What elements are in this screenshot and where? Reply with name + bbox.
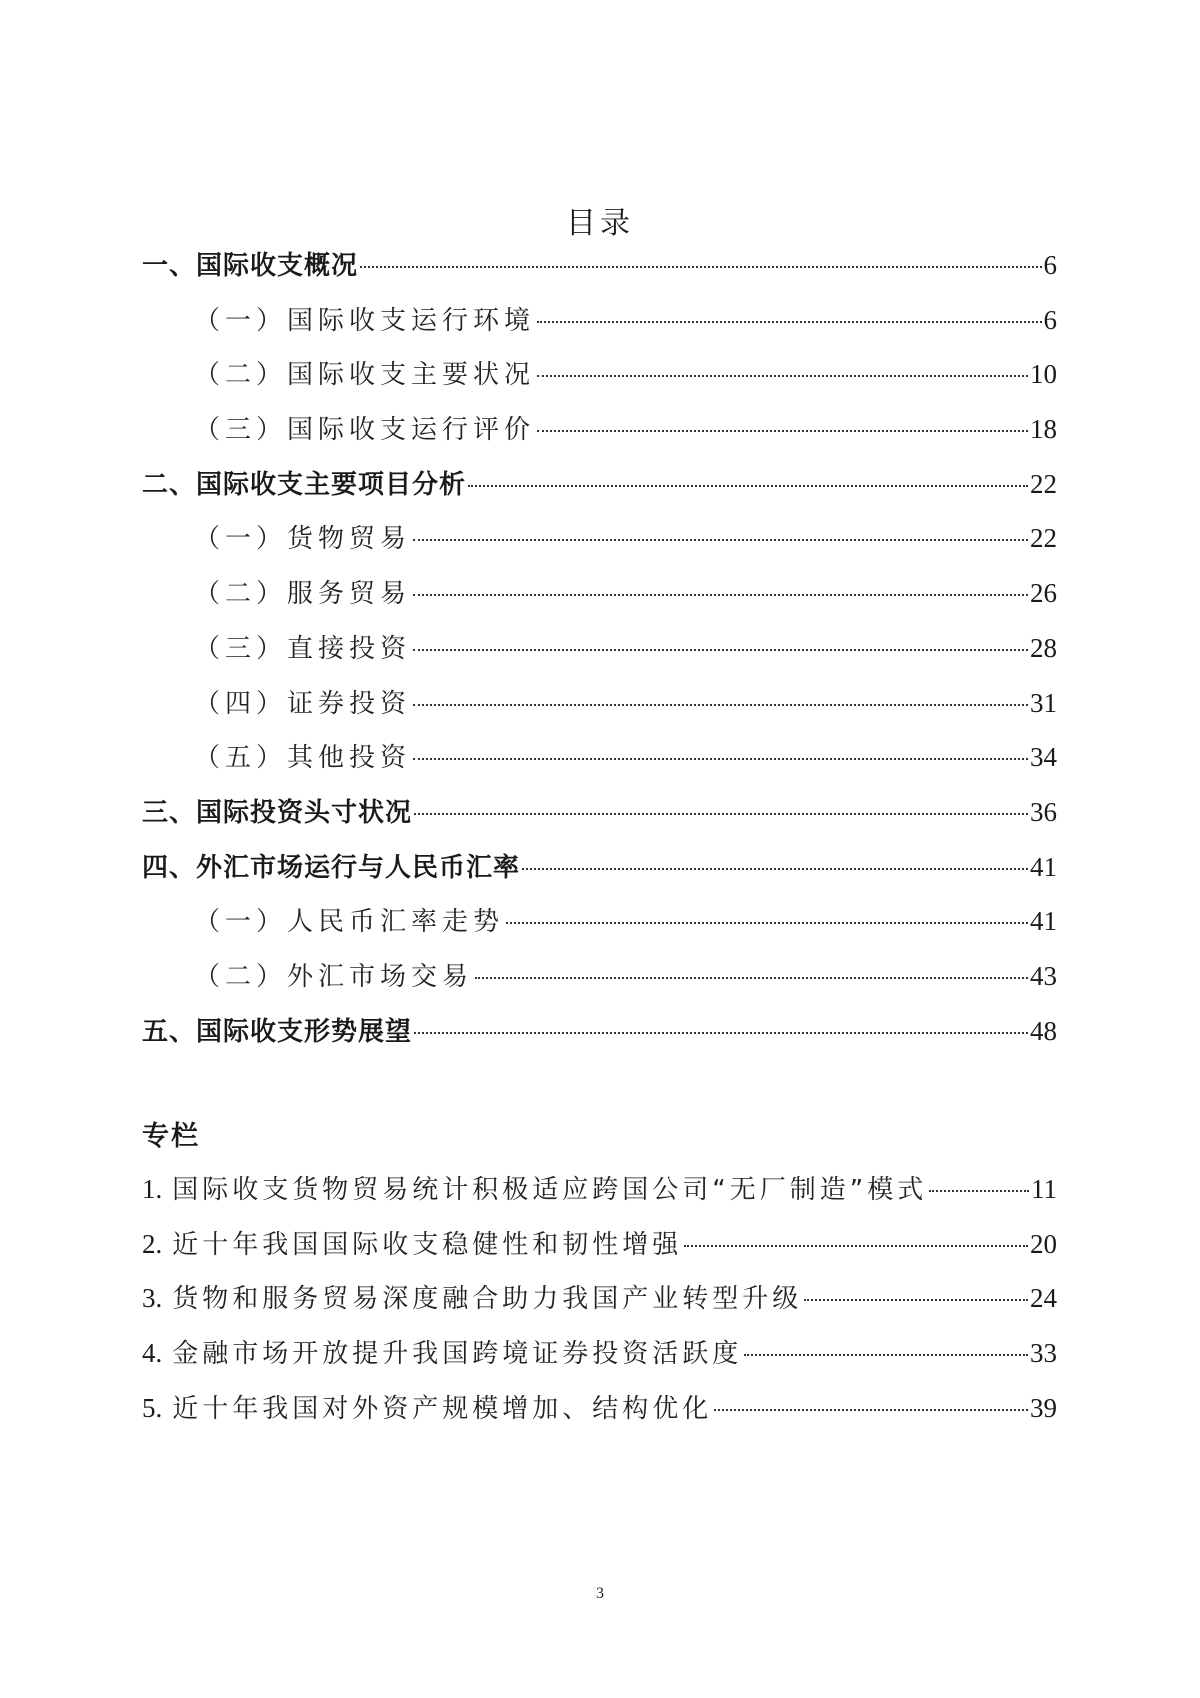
toc-entry-page: 31: [1030, 687, 1057, 718]
dot-leader: [804, 1299, 1028, 1301]
dot-leader: [413, 649, 1028, 651]
column-entry-number: 3.: [142, 1283, 163, 1314]
toc-entry-page: 18: [1030, 414, 1057, 445]
dot-leader: [684, 1245, 1028, 1247]
dot-leader: [360, 266, 1041, 268]
toc-entry-page: 41: [1030, 906, 1057, 937]
toc-entry-label: （五）其他投资: [194, 743, 412, 774]
columns-list: [142, 1162, 1057, 1435]
toc-entry-label: （一）人民币汇率走势: [194, 907, 505, 938]
column-entry-number: 5.: [142, 1392, 163, 1423]
columns-section-heading: 专栏: [142, 1121, 200, 1152]
toc-entry[interactable]: [142, 621, 1057, 676]
column-entry-number: 2.: [142, 1228, 163, 1259]
column-entry[interactable]: [142, 1381, 1057, 1436]
toc-entry-page: 6: [1043, 250, 1057, 280]
column-entry-label: 金融市场开放提升我国跨境证券投资活跃度: [172, 1339, 743, 1370]
toc-entry[interactable]: [142, 293, 1057, 348]
dot-leader: [537, 321, 1041, 323]
toc-entry-label: （二）服务贸易: [194, 579, 412, 610]
column-entry[interactable]: [142, 1326, 1057, 1381]
toc-entry[interactable]: [142, 238, 1057, 293]
toc-entry[interactable]: [142, 402, 1057, 457]
toc-entry[interactable]: [142, 840, 1057, 895]
column-entry-page: 33: [1030, 1338, 1057, 1369]
dot-leader: [714, 1409, 1028, 1411]
toc-entry-label: （二）外汇市场交易: [194, 961, 474, 992]
toc-entry[interactable]: [142, 730, 1057, 785]
dot-leader: [413, 758, 1028, 760]
toc-entry[interactable]: [142, 894, 1057, 949]
toc-entry-label: 四、外汇市场运行与人民币汇率: [142, 852, 521, 883]
toc-entry-page: 43: [1030, 960, 1057, 991]
toc-entry[interactable]: [142, 949, 1057, 1004]
column-entry-page: 20: [1030, 1228, 1057, 1259]
page-number: 3: [596, 1585, 604, 1602]
toc-entry-label: （一）货物贸易: [194, 524, 412, 555]
toc-entry[interactable]: [142, 457, 1057, 512]
toc-entry[interactable]: [142, 347, 1057, 402]
dot-leader: [522, 868, 1028, 870]
dot-leader: [537, 375, 1028, 377]
toc-entry-page: 6: [1043, 304, 1057, 335]
dot-leader: [413, 704, 1028, 706]
toc-entry-page: 22: [1030, 468, 1057, 499]
dot-leader: [468, 485, 1028, 487]
toc-entry-page: 26: [1030, 578, 1057, 609]
toc-entry-label: 一、国际收支概况: [142, 251, 359, 281]
toc-entry-label: （二）国际收支主要状况: [194, 360, 536, 391]
toc-entry-label: （三）国际收支运行评价: [194, 415, 536, 446]
column-entry-page: 24: [1030, 1283, 1057, 1314]
column-entry[interactable]: [142, 1271, 1057, 1326]
column-entry-label: 近十年我国对外资产规模增加、结构优化: [172, 1393, 713, 1424]
dot-leader: [413, 594, 1028, 596]
toc-entry-label: 五、国际收支形势展望: [142, 1016, 413, 1047]
toc-entry[interactable]: [142, 566, 1057, 621]
column-entry[interactable]: [142, 1162, 1057, 1217]
dot-leader: [929, 1190, 1029, 1192]
toc-entry-label: （三）直接投资: [194, 633, 412, 664]
column-entry-page: 39: [1030, 1392, 1057, 1423]
toc-entry-page: 41: [1030, 851, 1057, 882]
toc-entry-page: 10: [1030, 359, 1057, 390]
toc-entry-page: 22: [1030, 523, 1057, 554]
column-entry-page: 11: [1031, 1174, 1057, 1204]
toc-entry[interactable]: [142, 785, 1057, 840]
dot-leader: [744, 1354, 1028, 1356]
column-entry[interactable]: [142, 1217, 1057, 1272]
dot-leader: [506, 922, 1028, 924]
dot-leader: [414, 813, 1028, 815]
column-entry-label: 国际收支货物贸易统计积极适应跨国公司“无厂制造”模式: [172, 1175, 928, 1205]
column-entry-number: 1.: [142, 1174, 163, 1204]
dot-leader: [537, 430, 1028, 432]
table-of-contents: [142, 238, 1057, 1058]
toc-entry[interactable]: [142, 511, 1057, 566]
toc-entry-page: 28: [1030, 632, 1057, 663]
column-entry-label: 近十年我国国际收支稳健性和韧性增强: [172, 1229, 683, 1260]
dot-leader: [414, 1032, 1028, 1034]
dot-leader: [413, 539, 1028, 541]
page-title: 目录: [566, 206, 634, 242]
toc-entry-label: （一）国际收支运行环境: [194, 305, 536, 336]
column-entry-label: 货物和服务贸易深度融合助力我国产业转型升级: [172, 1284, 803, 1315]
toc-entry[interactable]: [142, 1004, 1057, 1059]
toc-entry[interactable]: [142, 676, 1057, 731]
toc-entry-page: 34: [1030, 742, 1057, 773]
toc-entry-label: 二、国际收支主要项目分析: [142, 469, 467, 500]
toc-entry-label: （四）证券投资: [194, 688, 412, 719]
dot-leader: [475, 977, 1028, 979]
toc-entry-label: 三、国际投资头寸状况: [142, 797, 413, 828]
toc-entry-page: 36: [1030, 796, 1057, 827]
toc-entry-page: 48: [1030, 1015, 1057, 1046]
column-entry-number: 4.: [142, 1338, 163, 1369]
